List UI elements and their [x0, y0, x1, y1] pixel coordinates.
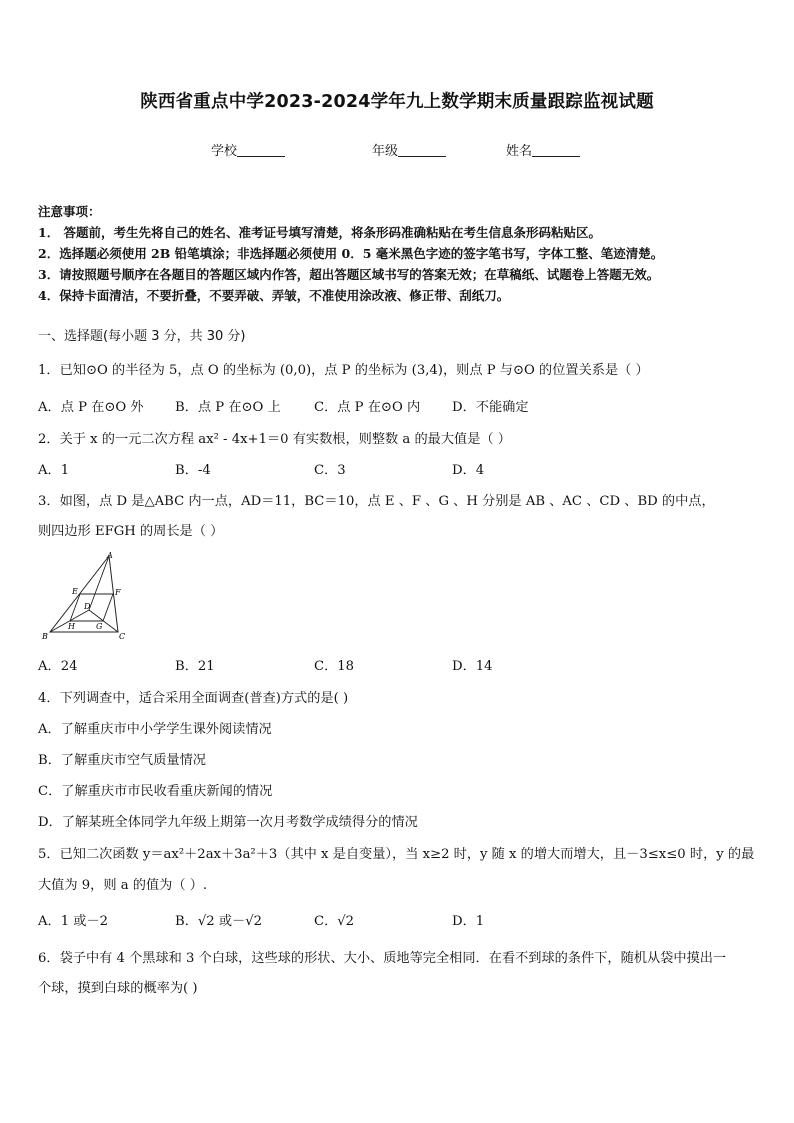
question-5-stem-line2: 大值为 9，则 a 的值为（ ）. [38, 878, 208, 893]
q4-option-b: B．了解重庆市空气质量情况 [38, 753, 206, 768]
q3-option-d: D．14 [452, 659, 493, 674]
school-blank [237, 143, 285, 157]
label-b: B [42, 632, 48, 641]
q3-option-b: B．21 [175, 659, 215, 674]
q4-option-a: A．了解重庆市中小学学生课外阅读情况 [38, 722, 272, 737]
question-1-stem: 1．已知⊙O 的半径为 5，点 O 的坐标为 (0,0)，点 P 的坐标为 (3,4)，则点 P 与⊙O 的位置关系是（ ） [38, 363, 649, 378]
exam-title: 陕西省重点中学2023-2024学年九上数学期末质量跟踪监视试题 [140, 92, 654, 112]
label-g: G [96, 622, 103, 631]
q5-option-d: D．1 [452, 914, 485, 929]
name-label: 姓名 [506, 144, 533, 159]
q3-option-c: C．18 [314, 659, 355, 674]
q3-option-a: A．24 [38, 659, 78, 674]
question-4-stem: 4．下列调查中，适合采用全面调查(普查)方式的是( ) [38, 691, 349, 706]
note-item: 3．请按照题号顺序在各题目的答题区域内作答，超出答题区域书写的答案无效；在草稿纸、试题卷上答题无效。 [38, 267, 660, 282]
question-6-stem-line2: 个球，摸到白球的概率为( ) [38, 981, 198, 996]
notes-block [38, 201, 663, 306]
label-e: E [72, 587, 78, 596]
label-c: C [119, 632, 126, 641]
question-5-stem-line1: 5．已知二次函数 y＝ax²＋2ax＋3a²＋3（其中 x 是自变量），当 x≥2 时，y 随 x 的增大而增大，且－3≤x≤0 时，y 的最 [38, 847, 755, 862]
q2-option-c: C．3 [314, 463, 346, 478]
triangle-figure [40, 550, 130, 642]
school-field [211, 140, 285, 159]
section-heading: 一、选择题(每小题 3 分，共 30 分) [38, 329, 246, 344]
q4-option-d: D．了解某班全体同学九年级上期第一次月考数学成绩得分的情况 [38, 815, 418, 830]
q1-option-d: D．不能确定 [452, 400, 529, 415]
q2-option-a: A．1 [38, 463, 70, 478]
q2-option-d: D．4 [452, 463, 485, 478]
note-item: 4．保持卡面清洁，不要折叠，不要弄破、弄皱，不准使用涂改液、修正带、刮纸刀。 [38, 288, 510, 303]
note-item: 1． 答题前，考生先将自己的姓名、准考证号填写清楚，将条形码准确粘贴在考生信息条形码粘贴区。 [38, 225, 602, 240]
question-6-stem-line1: 6．袋子中有 4 个黑球和 3 个白球，这些球的形状、大小、质地等完全相同．在看不到球的条件下，随机从袋中摸出一 [38, 951, 727, 966]
q5-option-b: B．√2 或－√2 [175, 914, 263, 929]
label-f: F [115, 588, 121, 597]
note-item: 2．选择题必须使用 2B 铅笔填涂；非选择题必须使用 0．5 毫米黑色字迹的签字笔书写，字体工整、笔迹清楚。 [38, 246, 664, 261]
notes-heading: 注意事项： [38, 204, 101, 219]
name-field [506, 140, 580, 159]
question-3-stem-line2: 则四边形 EFGH 的周长是（ ） [38, 524, 224, 539]
school-label: 学校 [211, 144, 238, 159]
label-d: D [84, 602, 91, 611]
q2-option-b: B．-4 [175, 463, 211, 478]
name-blank [532, 143, 580, 157]
grade-label: 年级 [372, 144, 399, 159]
question-2-stem: 2．关于 x 的一元二次方程 ax² - 4x+1＝0 有实数根，则整数 a 的最大值是（ ） [38, 432, 511, 447]
grade-field [372, 140, 446, 159]
q1-option-c: C．点 P 在⊙O 内 [314, 400, 421, 415]
q1-option-b: B．点 P 在⊙O 上 [175, 400, 281, 415]
grade-blank [398, 143, 446, 157]
q1-option-a: A．点 P 在⊙O 外 [38, 400, 144, 415]
q5-option-a: A．1 或－2 [38, 914, 109, 929]
label-h: H [68, 622, 75, 631]
label-a: A [107, 551, 113, 560]
q4-option-c: C．了解重庆市市民收看重庆新闻的情况 [38, 784, 273, 799]
question-3-stem-line1: 3．如图，点 D 是△ABC 内一点，AD＝11，BC＝10，点 E 、F 、G 、H 分别是 AB 、AC 、CD 、BD 的中点， [38, 494, 715, 509]
q5-option-c: C．√2 [314, 914, 355, 929]
